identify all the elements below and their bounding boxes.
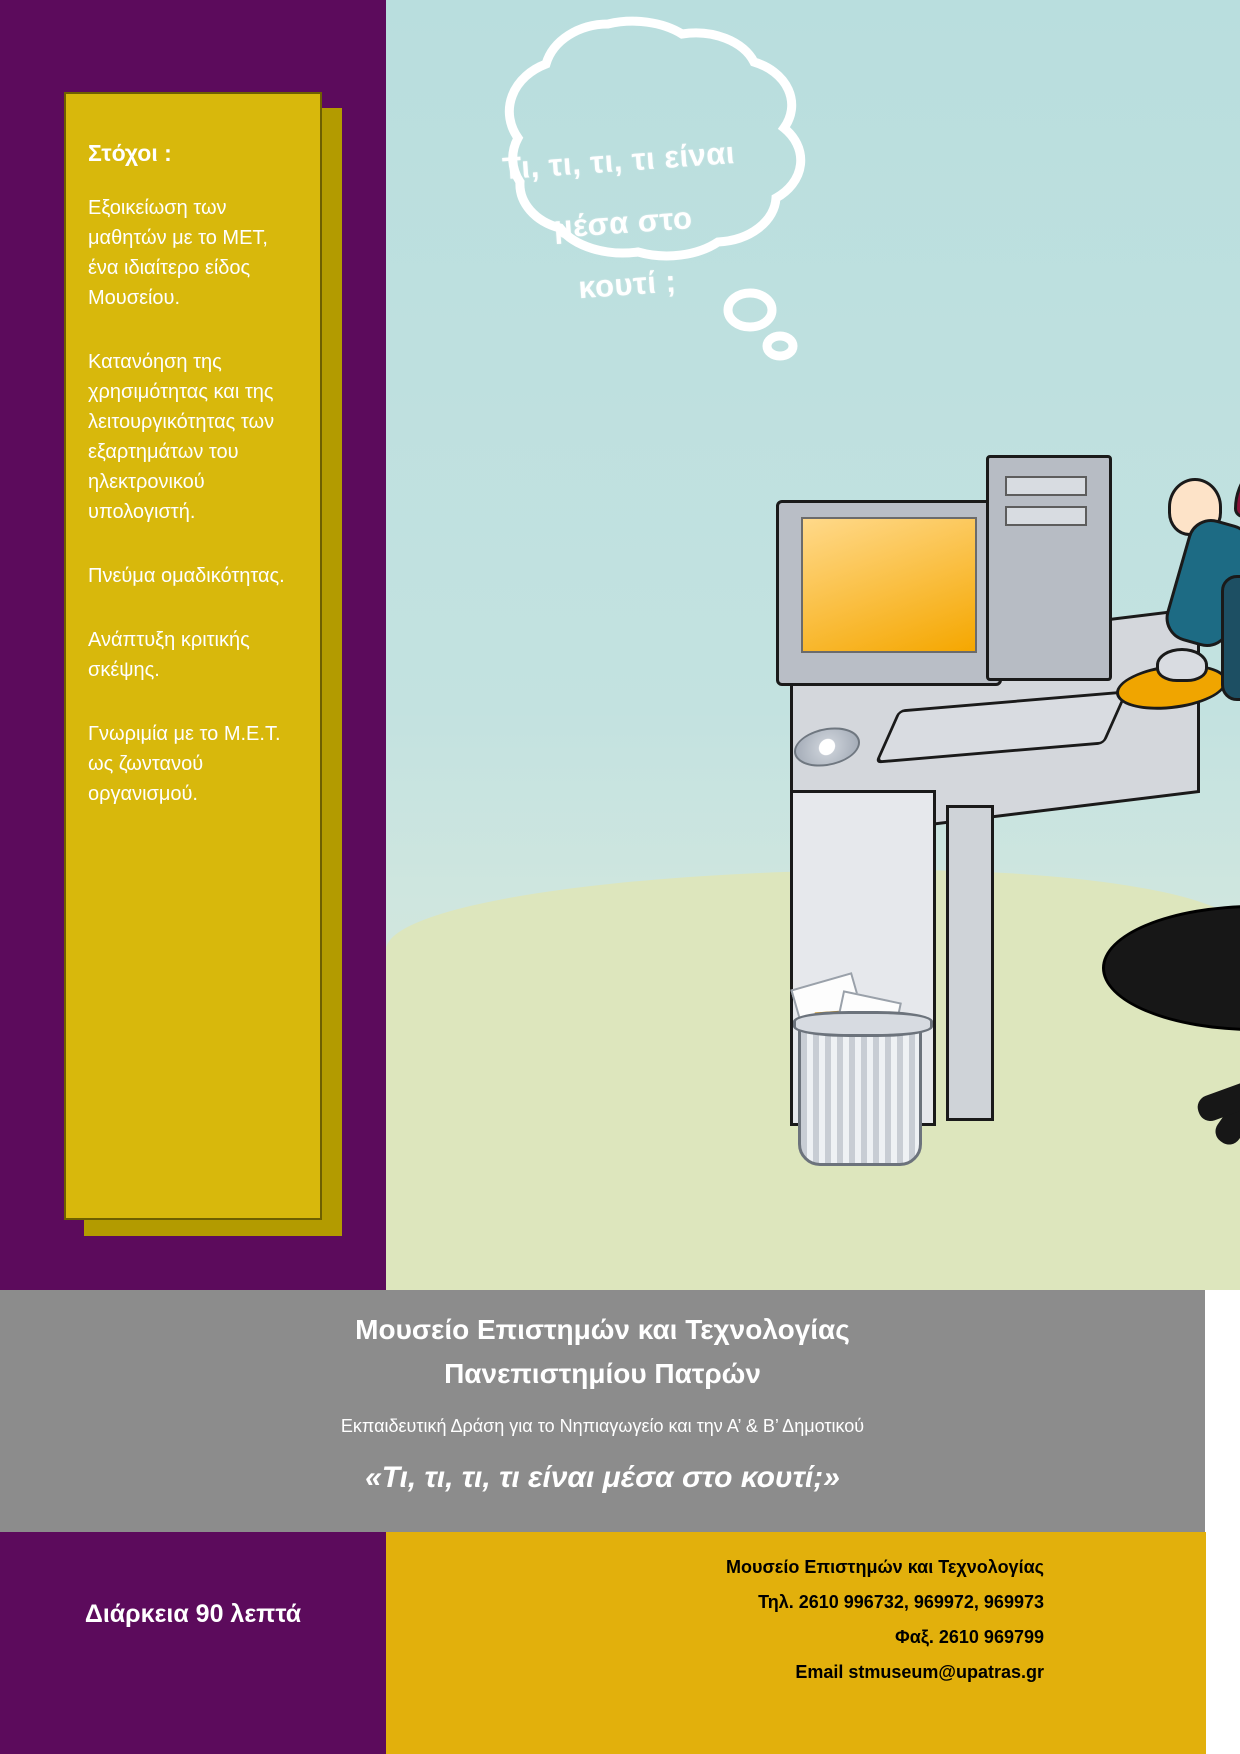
thought-line-1: Τι, τι, τι, τι είναι (501, 135, 736, 187)
duration-label: Διάρκεια 90 λεπτά (84, 1600, 302, 1628)
desk-leg (946, 805, 994, 1121)
contact-phone: Τηλ. 2610 996732, 969972, 969973 (758, 1592, 1044, 1612)
museum-name-line1: Μουσείο Επιστημών και Τεχνολογίας (355, 1314, 850, 1345)
goal-item: Γνωριμία με το Μ.Ε.Τ. ως ζωντανού οργανισμού. (88, 723, 281, 805)
goal-item: Κατανόηση της χρησιμότητας και της λειτουργικότητας των εξαρτημάτων του ηλεκτρονικού υπολογιστή. (88, 351, 275, 523)
chair-base (1156, 1085, 1240, 1155)
thought-line-3: κουτί ; (577, 263, 678, 306)
right-white-margin (1205, 1290, 1240, 1532)
footer-purple-block (0, 1532, 386, 1754)
footer-right-white-margin (1206, 1532, 1240, 1754)
contact-fax: Φαξ. 2610 969799 (895, 1627, 1044, 1647)
info-band (0, 1290, 1205, 1532)
goals-heading: Στόχοι : (88, 140, 172, 166)
goal-item: Εξοικείωση των μαθητών με το ΜΕΤ, ένα ιδιαίτερο είδος Μουσείου. (88, 197, 268, 309)
waste-basket (798, 1020, 922, 1166)
goal-item: Πνεύμα ομαδικότητας. (88, 565, 285, 587)
tower-drive-bay-2 (1005, 506, 1087, 526)
thought-bubble-text (392, 115, 854, 332)
contact-info (726, 1550, 1044, 1690)
mouse (1156, 648, 1208, 682)
goal-item: Ανάπτυξη κριτικής σκέψης. (88, 629, 250, 681)
activity-title: «Τι, τι, τι, τι είναι μέσα στο κουτί;» (365, 1461, 840, 1494)
goals-box (64, 92, 322, 1220)
tower-drive-bay-1 (1005, 476, 1087, 496)
monitor-screen (801, 517, 977, 653)
footer-yellow-block (386, 1532, 1240, 1754)
thought-line-2: μέσα στο (552, 200, 694, 245)
waste-basket-rim (793, 1011, 933, 1037)
museum-name-line2: Πανεπιστημίου Πατρών (444, 1358, 761, 1389)
computer-monitor (776, 500, 1002, 686)
audience-subtitle: Εκπαιδευτική Δράση για το Νηπιαγωγείο και την Α’ & Β’ Δημοτικού (340, 1416, 865, 1436)
hair (1234, 452, 1240, 518)
thought-bubble (398, 8, 848, 368)
illustration-scene (386, 0, 1240, 1290)
contact-museum: Μουσείο Επιστημών και Τεχνολογίας (726, 1557, 1044, 1577)
contact-email: Email stmuseum@upatras.gr (795, 1662, 1044, 1682)
computer-tower (986, 455, 1112, 681)
torso (1221, 575, 1240, 701)
footer (0, 1532, 1240, 1754)
